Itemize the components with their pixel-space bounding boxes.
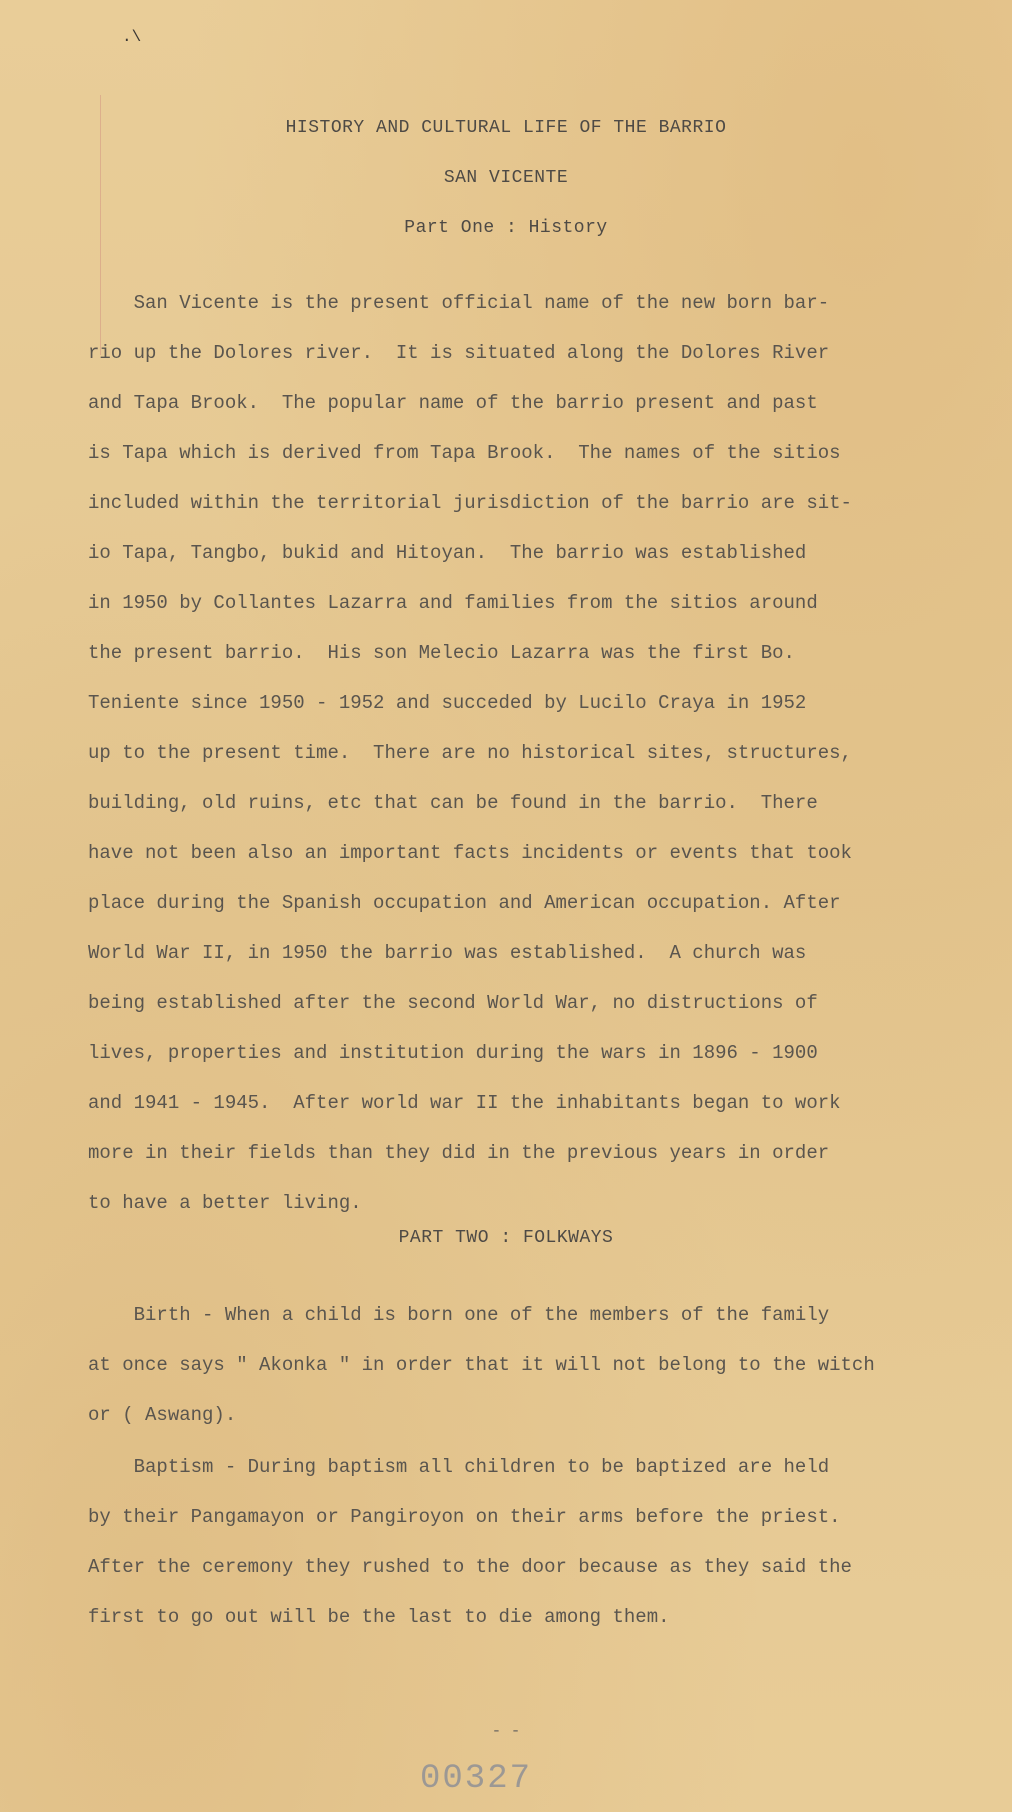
- text-line: the present barrio. His son Melecio Lazarra was the first Bo.: [88, 642, 795, 664]
- text-line: more in their fields than they did in the previous years in order: [88, 1142, 830, 1164]
- ink-specks: .\: [122, 28, 142, 46]
- text-line: Birth - When a child is born one of the members of the family: [88, 1304, 830, 1326]
- text-line: lives, properties and institution during the wars in 1896 - 1900: [88, 1042, 818, 1064]
- part-two-heading: PART TWO : FOLKWAYS: [398, 1228, 614, 1248]
- birth-paragraph: [88, 1290, 958, 1440]
- text-line: or ( Aswang).: [88, 1404, 237, 1426]
- part-one-heading: Part One : History: [404, 218, 608, 238]
- text-line: have not been also an important facts incidents or events that took: [88, 842, 852, 864]
- text-line: rio up the Dolores river. It is situated along the Dolores River: [88, 342, 830, 364]
- text-line: and Tapa Brook. The popular name of the barrio present and past: [88, 392, 818, 414]
- document-title: HISTORY AND CULTURAL LIFE OF THE BARRIO: [285, 118, 727, 138]
- page-dashes: - -: [491, 1722, 521, 1740]
- text-line: first to go out will be the last to die among them.: [88, 1606, 670, 1628]
- text-line: San Vicente is the present official name of the new born bar-: [88, 292, 830, 314]
- document-subtitle: SAN VICENTE: [443, 168, 569, 188]
- text-line: at once says " Akonka " in order that it will not belong to the witch: [88, 1354, 875, 1376]
- page-stamp: 00327: [420, 1760, 533, 1798]
- text-line: Baptism - During baptism all children to be baptized are held: [88, 1456, 830, 1478]
- text-line: io Tapa, Tangbo, bukid and Hitoyan. The barrio was established: [88, 542, 807, 564]
- text-line: in 1950 by Collantes Lazarra and families from the sitios around: [88, 592, 818, 614]
- text-line: place during the Spanish occupation and American occupation. After: [88, 892, 841, 914]
- text-line: After the ceremony they rushed to the door because as they said the: [88, 1556, 852, 1578]
- baptism-paragraph: [88, 1442, 958, 1642]
- text-line: up to the present time. There are no historical sites, structures,: [88, 742, 852, 764]
- text-line: is Tapa which is derived from Tapa Brook. The names of the sitios: [88, 442, 841, 464]
- text-line: World War II, in 1950 the barrio was established. A church was: [88, 942, 807, 964]
- history-paragraph: [88, 278, 958, 1228]
- text-line: to have a better living.: [88, 1192, 362, 1214]
- text-line: being established after the second World War, no distructions of: [88, 992, 818, 1014]
- text-line: and 1941 - 1945. After world war II the inhabitants began to work: [88, 1092, 841, 1114]
- text-line: Teniente since 1950 - 1952 and succeded by Lucilo Craya in 1952: [88, 692, 807, 714]
- text-line: building, old ruins, etc that can be found in the barrio. There: [88, 792, 818, 814]
- text-line: included within the territorial jurisdiction of the barrio are sit-: [88, 492, 852, 514]
- text-line: by their Pangamayon or Pangiroyon on their arms before the priest.: [88, 1506, 841, 1528]
